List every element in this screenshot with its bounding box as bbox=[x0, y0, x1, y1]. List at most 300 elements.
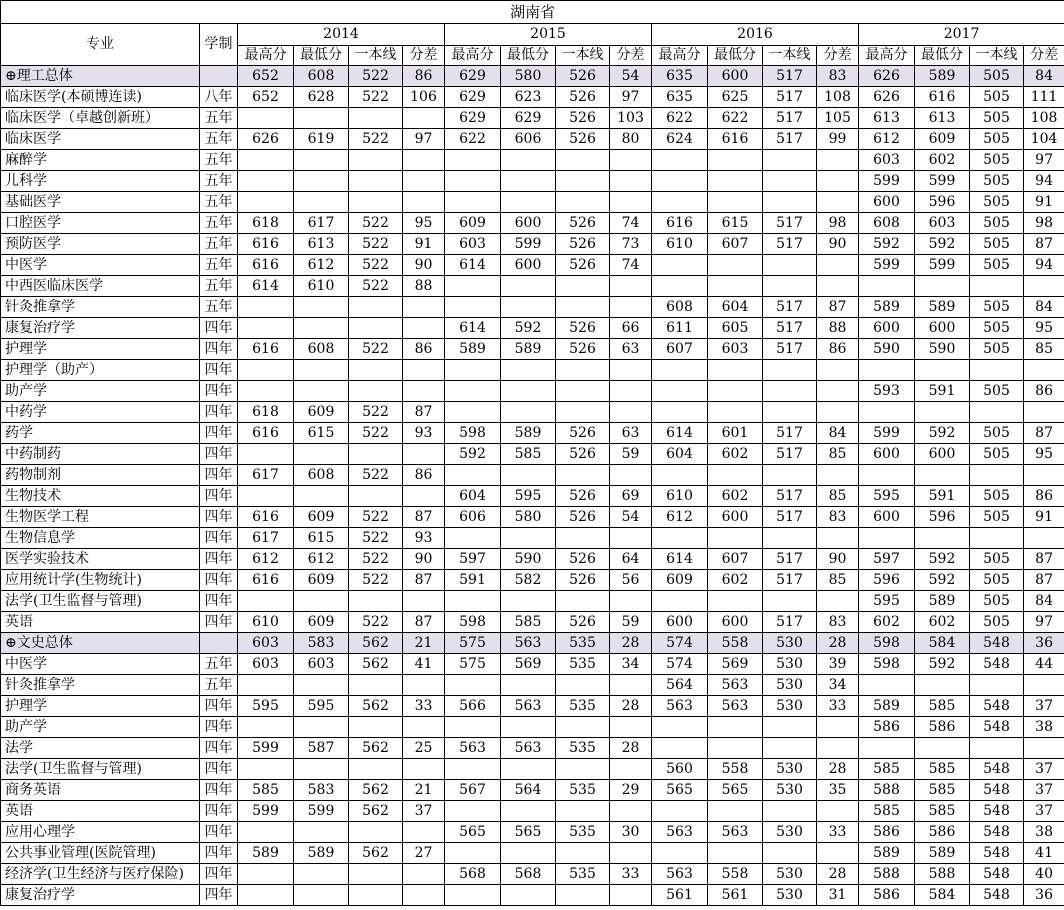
score-cell: 522 bbox=[349, 507, 403, 528]
score-cell: 585 bbox=[501, 612, 556, 633]
major-cell: 预防医学 bbox=[1, 234, 200, 255]
duration-cell: 四年 bbox=[200, 402, 238, 423]
table-row bbox=[1, 465, 1064, 486]
score-cell: 63 bbox=[610, 339, 652, 360]
score-cell: 612 bbox=[294, 255, 349, 276]
score-cell: 40 bbox=[1024, 864, 1064, 885]
score-cell: 548 bbox=[970, 696, 1024, 717]
score-cell: 562 bbox=[349, 654, 403, 675]
score-cell: 505 bbox=[970, 612, 1024, 633]
score-cell: 44 bbox=[1024, 654, 1064, 675]
sub-header-line: 一本线 bbox=[970, 46, 1024, 66]
score-cell: 33 bbox=[403, 696, 445, 717]
score-cell: 37 bbox=[1024, 696, 1064, 717]
score-cell: 505 bbox=[970, 570, 1024, 591]
score-cell: 600 bbox=[708, 612, 763, 633]
score-cell bbox=[817, 360, 859, 381]
score-cell: 505 bbox=[970, 192, 1024, 213]
score-cell bbox=[501, 675, 556, 696]
score-cell: 602 bbox=[859, 612, 915, 633]
score-cell: 90 bbox=[403, 549, 445, 570]
score-cell bbox=[763, 381, 817, 402]
score-cell: 599 bbox=[859, 171, 915, 192]
score-cell: 603 bbox=[915, 213, 970, 234]
score-cell: 530 bbox=[763, 885, 817, 906]
major-cell: 儿科学 bbox=[1, 171, 200, 192]
score-cell: 624 bbox=[652, 129, 708, 150]
score-cell: 85 bbox=[817, 486, 859, 507]
score-cell: 589 bbox=[501, 423, 556, 444]
major-cell: 麻醉学 bbox=[1, 150, 200, 171]
score-cell: 73 bbox=[610, 234, 652, 255]
score-cell bbox=[349, 444, 403, 465]
score-cell: 517 bbox=[763, 444, 817, 465]
score-cell: 28 bbox=[610, 738, 652, 759]
score-cell: 530 bbox=[763, 780, 817, 801]
score-cell: 584 bbox=[915, 885, 970, 906]
score-cell: 604 bbox=[652, 444, 708, 465]
major-cell: ⊕文史总体 bbox=[1, 633, 200, 654]
score-cell: 31 bbox=[817, 885, 859, 906]
score-cell: 91 bbox=[1024, 507, 1064, 528]
score-cell: 94 bbox=[1024, 255, 1064, 276]
score-cell: 90 bbox=[817, 234, 859, 255]
score-cell bbox=[238, 885, 294, 906]
score-cell: 596 bbox=[915, 507, 970, 528]
score-cell: 84 bbox=[1024, 66, 1064, 87]
score-cell bbox=[294, 759, 349, 780]
score-cell: 609 bbox=[294, 402, 349, 423]
score-cell: 111 bbox=[1024, 87, 1064, 108]
duration-cell: 四年 bbox=[200, 612, 238, 633]
table-row bbox=[1, 150, 1064, 171]
score-cell bbox=[1024, 360, 1064, 381]
score-cell bbox=[349, 591, 403, 612]
score-cell: 616 bbox=[238, 423, 294, 444]
duration-cell: 五年 bbox=[200, 213, 238, 234]
score-cell bbox=[294, 150, 349, 171]
score-cell bbox=[294, 864, 349, 885]
sub-header-min: 最低分 bbox=[294, 46, 349, 66]
duration-cell: 五年 bbox=[200, 675, 238, 696]
score-cell: 74 bbox=[610, 255, 652, 276]
major-cell: 医学实验技术 bbox=[1, 549, 200, 570]
score-cell: 608 bbox=[294, 465, 349, 486]
table-row bbox=[1, 591, 1064, 612]
score-cell: 599 bbox=[238, 801, 294, 822]
score-cell: 36 bbox=[1024, 633, 1064, 654]
score-cell bbox=[403, 360, 445, 381]
score-cell bbox=[652, 717, 708, 738]
title-row bbox=[1, 1, 1064, 24]
major-cell: 康复治疗学 bbox=[1, 318, 200, 339]
major-cell: 中医学 bbox=[1, 654, 200, 675]
score-cell bbox=[652, 150, 708, 171]
duration-column-header: 学制 bbox=[200, 24, 238, 66]
score-cell: 635 bbox=[652, 66, 708, 87]
score-cell: 505 bbox=[970, 381, 1024, 402]
score-cell: 623 bbox=[501, 87, 556, 108]
score-cell: 614 bbox=[238, 276, 294, 297]
score-cell bbox=[970, 276, 1024, 297]
duration-cell: 八年 bbox=[200, 87, 238, 108]
score-cell bbox=[610, 465, 652, 486]
score-cell: 615 bbox=[708, 213, 763, 234]
score-cell: 517 bbox=[763, 507, 817, 528]
score-cell bbox=[652, 276, 708, 297]
score-cell: 505 bbox=[970, 318, 1024, 339]
score-cell bbox=[763, 528, 817, 549]
score-cell: 564 bbox=[652, 675, 708, 696]
score-cell: 505 bbox=[970, 87, 1024, 108]
duration-cell: 四年 bbox=[200, 759, 238, 780]
score-cell: 548 bbox=[970, 654, 1024, 675]
score-cell: 86 bbox=[1024, 486, 1064, 507]
score-cell bbox=[610, 171, 652, 192]
score-cell: 626 bbox=[238, 129, 294, 150]
score-cell bbox=[445, 297, 501, 318]
score-cell: 589 bbox=[915, 66, 970, 87]
score-cell bbox=[1024, 528, 1064, 549]
score-cell bbox=[294, 192, 349, 213]
score-cell bbox=[610, 150, 652, 171]
score-cell: 592 bbox=[915, 654, 970, 675]
score-cell: 21 bbox=[403, 633, 445, 654]
score-cell: 548 bbox=[970, 780, 1024, 801]
score-cell bbox=[403, 486, 445, 507]
score-cell bbox=[708, 717, 763, 738]
score-cell: 611 bbox=[652, 318, 708, 339]
score-cell bbox=[501, 381, 556, 402]
table-row bbox=[1, 297, 1064, 318]
score-cell: 526 bbox=[556, 423, 610, 444]
duration-cell: 五年 bbox=[200, 276, 238, 297]
table-row bbox=[1, 318, 1064, 339]
score-cell bbox=[349, 318, 403, 339]
score-cell: 548 bbox=[970, 843, 1024, 864]
score-cell bbox=[445, 801, 501, 822]
major-cell: 针灸推拿学 bbox=[1, 297, 200, 318]
score-cell: 38 bbox=[1024, 717, 1064, 738]
table-row bbox=[1, 864, 1064, 885]
major-cell: 助产学 bbox=[1, 717, 200, 738]
score-cell bbox=[238, 444, 294, 465]
score-cell: 610 bbox=[652, 486, 708, 507]
score-cell: 95 bbox=[1024, 318, 1064, 339]
table-row bbox=[1, 570, 1064, 591]
table-row bbox=[1, 843, 1064, 864]
score-cell: 526 bbox=[556, 108, 610, 129]
score-cell: 108 bbox=[1024, 108, 1064, 129]
score-cell bbox=[859, 738, 915, 759]
score-cell: 517 bbox=[763, 612, 817, 633]
score-cell bbox=[763, 465, 817, 486]
score-cell bbox=[610, 276, 652, 297]
duration-cell: 五年 bbox=[200, 150, 238, 171]
score-cell: 526 bbox=[556, 444, 610, 465]
score-cell: 530 bbox=[763, 675, 817, 696]
score-cell: 562 bbox=[349, 843, 403, 864]
score-cell bbox=[238, 192, 294, 213]
score-cell: 535 bbox=[556, 654, 610, 675]
score-cell bbox=[859, 276, 915, 297]
duration-cell: 四年 bbox=[200, 717, 238, 738]
score-cell bbox=[238, 381, 294, 402]
score-cell bbox=[403, 822, 445, 843]
score-cell bbox=[610, 843, 652, 864]
year-header-2014: 2014 bbox=[238, 24, 445, 46]
major-cell: 康复治疗学 bbox=[1, 885, 200, 906]
score-cell: 615 bbox=[294, 528, 349, 549]
score-cell bbox=[403, 885, 445, 906]
score-cell: 87 bbox=[403, 507, 445, 528]
score-cell: 614 bbox=[652, 549, 708, 570]
score-cell: 616 bbox=[915, 87, 970, 108]
score-cell: 588 bbox=[859, 864, 915, 885]
duration-cell: 四年 bbox=[200, 591, 238, 612]
score-cell: 505 bbox=[970, 66, 1024, 87]
score-cell: 535 bbox=[556, 780, 610, 801]
score-cell: 600 bbox=[501, 213, 556, 234]
score-cell bbox=[817, 528, 859, 549]
duration-cell: 四年 bbox=[200, 486, 238, 507]
score-cell bbox=[294, 486, 349, 507]
major-cell: 商务英语 bbox=[1, 780, 200, 801]
score-cell: 609 bbox=[294, 507, 349, 528]
score-cell bbox=[652, 360, 708, 381]
score-cell: 522 bbox=[349, 402, 403, 423]
score-cell: 608 bbox=[294, 339, 349, 360]
duration-cell: 四年 bbox=[200, 822, 238, 843]
score-cell: 548 bbox=[970, 759, 1024, 780]
score-cell bbox=[403, 444, 445, 465]
score-cell: 562 bbox=[349, 738, 403, 759]
score-cell: 522 bbox=[349, 612, 403, 633]
score-cell: 610 bbox=[652, 234, 708, 255]
score-cell: 563 bbox=[708, 675, 763, 696]
score-cell: 69 bbox=[610, 486, 652, 507]
score-cell: 592 bbox=[915, 549, 970, 570]
score-cell bbox=[349, 885, 403, 906]
table-row bbox=[1, 675, 1064, 696]
score-cell: 652 bbox=[238, 66, 294, 87]
score-cell bbox=[445, 528, 501, 549]
score-cell: 106 bbox=[403, 87, 445, 108]
score-cell bbox=[610, 528, 652, 549]
score-cell: 625 bbox=[708, 87, 763, 108]
score-cell bbox=[708, 801, 763, 822]
score-cell: 614 bbox=[445, 255, 501, 276]
score-cell: 530 bbox=[763, 759, 817, 780]
score-cell bbox=[708, 528, 763, 549]
score-cell: 97 bbox=[1024, 150, 1064, 171]
score-cell: 83 bbox=[817, 66, 859, 87]
score-cell: 522 bbox=[349, 66, 403, 87]
score-cell: 589 bbox=[859, 297, 915, 318]
score-cell: 526 bbox=[556, 507, 610, 528]
score-cell bbox=[349, 108, 403, 129]
duration-cell: 四年 bbox=[200, 843, 238, 864]
score-cell: 612 bbox=[859, 129, 915, 150]
score-cell: 586 bbox=[915, 822, 970, 843]
score-cell: 33 bbox=[817, 822, 859, 843]
score-cell: 603 bbox=[238, 633, 294, 654]
score-cell: 522 bbox=[349, 570, 403, 591]
score-cell: 600 bbox=[501, 255, 556, 276]
score-cell: 87 bbox=[817, 297, 859, 318]
score-cell: 87 bbox=[403, 612, 445, 633]
score-cell bbox=[501, 885, 556, 906]
score-cell: 599 bbox=[859, 423, 915, 444]
major-cell: 口腔医学 bbox=[1, 213, 200, 234]
score-cell: 41 bbox=[1024, 843, 1064, 864]
score-cell bbox=[403, 717, 445, 738]
score-cell: 612 bbox=[652, 507, 708, 528]
table-row bbox=[1, 87, 1064, 108]
score-cell: 561 bbox=[652, 885, 708, 906]
score-cell: 608 bbox=[859, 213, 915, 234]
score-cell: 585 bbox=[501, 444, 556, 465]
score-cell: 614 bbox=[652, 423, 708, 444]
score-cell: 565 bbox=[652, 780, 708, 801]
score-cell: 530 bbox=[763, 696, 817, 717]
score-cell: 35 bbox=[817, 780, 859, 801]
score-cell: 84 bbox=[817, 423, 859, 444]
major-cell: 英语 bbox=[1, 801, 200, 822]
score-cell: 617 bbox=[238, 465, 294, 486]
score-cell: 613 bbox=[294, 234, 349, 255]
score-cell bbox=[708, 150, 763, 171]
score-cell: 38 bbox=[1024, 822, 1064, 843]
score-cell: 597 bbox=[859, 549, 915, 570]
score-cell: 595 bbox=[501, 486, 556, 507]
major-cell: 中药制药 bbox=[1, 444, 200, 465]
score-cell: 86 bbox=[403, 66, 445, 87]
score-cell: 591 bbox=[915, 381, 970, 402]
score-cell bbox=[238, 171, 294, 192]
score-cell bbox=[294, 885, 349, 906]
score-cell: 604 bbox=[708, 297, 763, 318]
score-cell: 37 bbox=[1024, 801, 1064, 822]
score-cell: 530 bbox=[763, 822, 817, 843]
score-cell: 526 bbox=[556, 339, 610, 360]
score-cell: 63 bbox=[610, 423, 652, 444]
major-cell: 法学 bbox=[1, 738, 200, 759]
score-cell bbox=[403, 591, 445, 612]
score-cell: 93 bbox=[403, 423, 445, 444]
score-cell: 565 bbox=[708, 780, 763, 801]
score-cell: 88 bbox=[403, 276, 445, 297]
score-cell: 54 bbox=[610, 66, 652, 87]
score-cell: 580 bbox=[501, 507, 556, 528]
score-cell: 29 bbox=[610, 780, 652, 801]
score-cell: 85 bbox=[817, 570, 859, 591]
score-cell: 589 bbox=[859, 696, 915, 717]
major-cell: 公共事业管理(医院管理) bbox=[1, 843, 200, 864]
score-cell: 505 bbox=[970, 234, 1024, 255]
score-cell: 563 bbox=[652, 696, 708, 717]
score-cell bbox=[445, 171, 501, 192]
score-cell bbox=[859, 360, 915, 381]
score-cell bbox=[238, 822, 294, 843]
score-cell: 595 bbox=[859, 591, 915, 612]
score-cell: 612 bbox=[238, 549, 294, 570]
score-cell: 526 bbox=[556, 549, 610, 570]
score-cell bbox=[556, 759, 610, 780]
score-cell bbox=[763, 360, 817, 381]
score-cell: 97 bbox=[403, 129, 445, 150]
score-cell: 599 bbox=[501, 234, 556, 255]
score-cell: 530 bbox=[763, 864, 817, 885]
major-cell: 生物信息学 bbox=[1, 528, 200, 549]
score-cell: 566 bbox=[445, 696, 501, 717]
score-cell: 586 bbox=[859, 717, 915, 738]
score-cell bbox=[501, 591, 556, 612]
total-row bbox=[1, 66, 1064, 87]
score-cell bbox=[501, 528, 556, 549]
score-cell bbox=[445, 150, 501, 171]
duration-cell: 五年 bbox=[200, 654, 238, 675]
score-cell: 629 bbox=[445, 108, 501, 129]
duration-cell: 五年 bbox=[200, 108, 238, 129]
score-cell: 522 bbox=[349, 339, 403, 360]
score-cell: 595 bbox=[238, 696, 294, 717]
score-cell: 600 bbox=[708, 507, 763, 528]
score-cell: 563 bbox=[708, 822, 763, 843]
score-cell bbox=[294, 444, 349, 465]
score-cell: 83 bbox=[817, 507, 859, 528]
score-cell bbox=[817, 591, 859, 612]
score-cell bbox=[915, 360, 970, 381]
score-cell: 618 bbox=[238, 402, 294, 423]
score-cell bbox=[652, 171, 708, 192]
score-cell: 66 bbox=[610, 318, 652, 339]
duration-cell: 五年 bbox=[200, 255, 238, 276]
score-cell: 599 bbox=[915, 171, 970, 192]
score-cell bbox=[445, 465, 501, 486]
major-cell: 护理学 bbox=[1, 339, 200, 360]
score-cell bbox=[403, 297, 445, 318]
score-cell: 84 bbox=[1024, 297, 1064, 318]
score-cell: 589 bbox=[915, 843, 970, 864]
score-cell: 602 bbox=[915, 612, 970, 633]
score-cell bbox=[238, 591, 294, 612]
score-cell: 628 bbox=[294, 87, 349, 108]
major-cell: 药学 bbox=[1, 423, 200, 444]
table-row bbox=[1, 444, 1064, 465]
score-cell bbox=[501, 150, 556, 171]
table-row bbox=[1, 234, 1064, 255]
score-cell bbox=[610, 675, 652, 696]
score-cell: 598 bbox=[445, 612, 501, 633]
score-cell: 88 bbox=[817, 318, 859, 339]
score-cell bbox=[238, 759, 294, 780]
score-cell: 575 bbox=[445, 654, 501, 675]
score-cell: 567 bbox=[445, 780, 501, 801]
score-cell bbox=[349, 822, 403, 843]
score-cell bbox=[652, 591, 708, 612]
score-cell: 104 bbox=[1024, 129, 1064, 150]
score-cell: 563 bbox=[501, 738, 556, 759]
score-cell bbox=[501, 717, 556, 738]
score-cell: 561 bbox=[708, 885, 763, 906]
score-cell: 530 bbox=[763, 654, 817, 675]
score-cell bbox=[349, 360, 403, 381]
score-cell: 505 bbox=[970, 423, 1024, 444]
score-cell: 600 bbox=[859, 444, 915, 465]
score-cell bbox=[970, 528, 1024, 549]
score-cell bbox=[501, 465, 556, 486]
